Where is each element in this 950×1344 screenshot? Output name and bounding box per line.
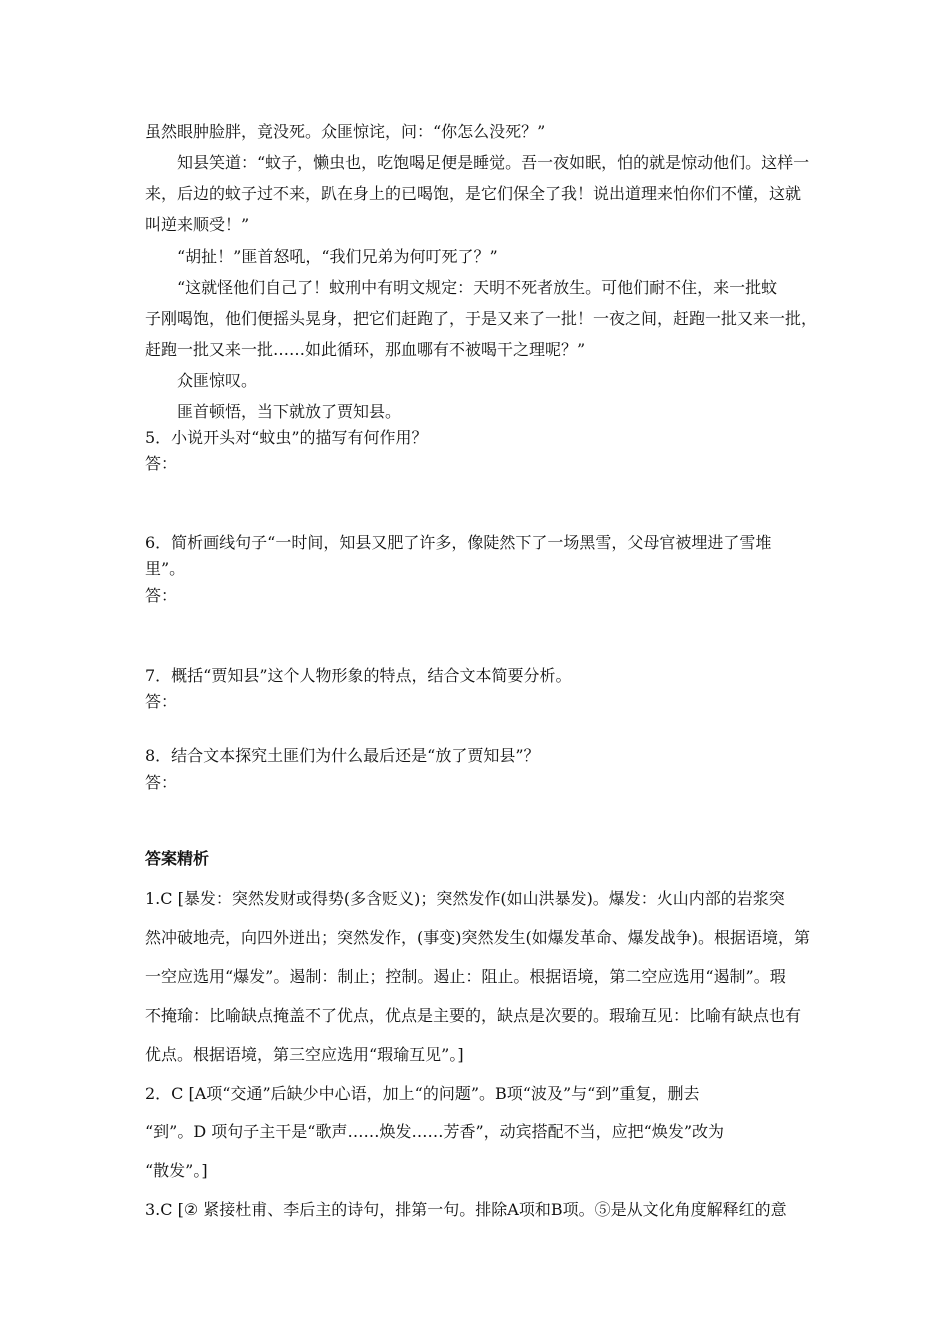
question-8: 8．结合文本探究土匪们为什么最后还是“放了贾知县”？	[145, 746, 540, 765]
story-line: 匪首顿悟，当下就放了贾知县。	[177, 402, 402, 421]
answer-line: 2．C [A项“交通”后缺少中心语，加上“的问题”。B项“波及”与“到”重复，删去	[145, 1084, 700, 1103]
answer-line: 优点。根据语境，第三空应选用“瑕瑜互见”。]	[145, 1045, 464, 1064]
answer-line: 3.C [② 紧接杜甫、李后主的诗句，排第一句。排除A项和B项。⑤是从文化角度解释红的意	[145, 1200, 787, 1219]
answer-label: 答：	[145, 692, 178, 711]
story-line: “这就怪他们自己了！蚊刑中有明文规定：天明不死者放生。可他们耐不住，来一批蚊	[177, 278, 778, 297]
answer-line: 然冲破地壳，向四外迸出；突然发作，(事变)突然发生(如爆发革命、爆发战争)。根据语境，第	[145, 928, 810, 947]
story-line: 赶跑一批又来一批……如此循环，那血哪有不被喝干之理呢？”	[145, 340, 586, 359]
answers-heading: 答案精析	[145, 849, 210, 868]
answer-line: “到”。D 项句子主干是“歌声……焕发……芳香”，动宾搭配不当，应把“焕发”改为	[145, 1122, 724, 1141]
answer-line: 不掩瑜：比喻缺点掩盖不了优点，优点是主要的，缺点是次要的。瑕瑜互见：比喻有缺点也有	[145, 1006, 802, 1025]
question-6-cont: 里”。	[145, 559, 186, 578]
question-7: 7．概括“贾知县”这个人物形象的特点，结合文本简要分析。	[145, 666, 572, 685]
answer-label: 答：	[145, 773, 178, 792]
answer-line: “散发”。]	[145, 1161, 208, 1180]
question-5: 5．小说开头对“蚊虫”的描写有何作用？	[145, 428, 428, 447]
story-line: “胡扯！”匪首怒吼，“我们兄弟为何叮死了？”	[177, 247, 498, 266]
answer-line: 一空应选用“爆发”。遏制：制止；控制。遏止：阻止。根据语境，第二空应选用“遏制”。瑕	[145, 967, 786, 986]
story-line: 众匪惊叹。	[177, 371, 258, 390]
story-line: 知县笑道：“蚊子，懒虫也，吃饱喝足便是睡觉。吾一夜如眠，怕的就是惊动他们。这样一	[177, 153, 810, 172]
story-line: 虽然眼肿脸胖，竟没死。众匪惊诧，问：“你怎么没死？”	[145, 122, 546, 141]
answer-line: 1.C [暴发：突然发财或得势(多含贬义)；突然发作(如山洪暴发)。爆发：火山内部的岩浆突	[145, 889, 785, 908]
answer-label: 答：	[145, 454, 178, 473]
answer-label: 答：	[145, 586, 178, 605]
story-line: 来，后边的蚊子过不来，趴在身上的已喝饱，是它们保全了我！说出道理来怕你们不懂，这就	[145, 184, 802, 203]
story-line: 子刚喝饱，他们便摇头晃身，把它们赶跑了，于是又来了一批！一夜之间，赶跑一批又来一批，	[145, 309, 818, 328]
question-6: 6．简析画线句子“一时间，知县又肥了许多，像陡然下了一场黑雪，父母官被埋进了雪堆	[145, 533, 772, 552]
story-line: 叫逆来顺受！”	[145, 215, 250, 234]
